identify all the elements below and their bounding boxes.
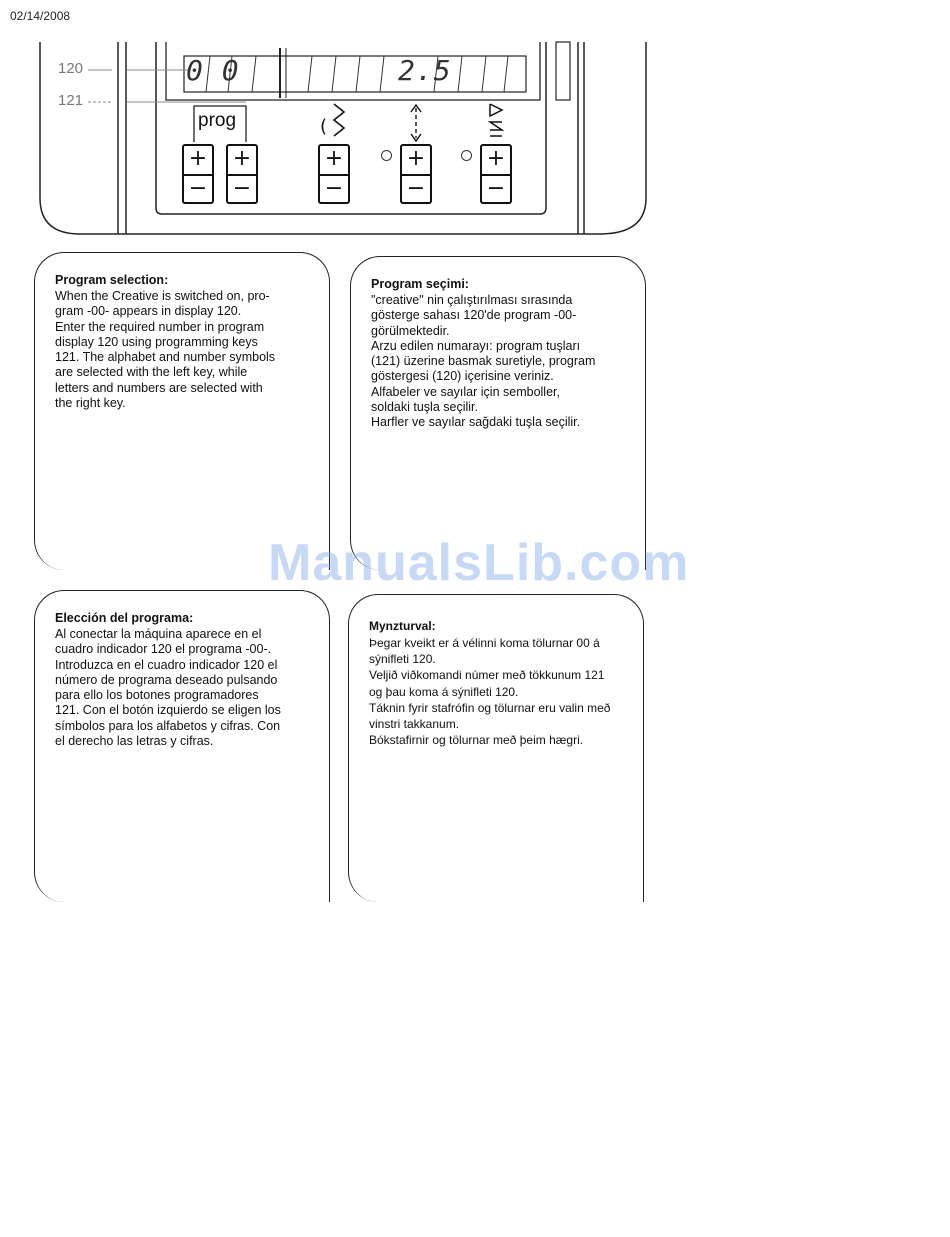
- program-number-display: 0 0: [186, 54, 240, 87]
- indicator-light: [461, 150, 472, 161]
- watermark: ManualsLib.com: [268, 534, 690, 592]
- prog-label: prog: [198, 110, 237, 131]
- panel-outline: [0, 38, 700, 248]
- minus-icon[interactable]: −: [228, 174, 256, 202]
- box-body: When the Creative is switched on, pro- gram -00- appears in display 120. Enter the required number in program display 120 using programming keys 121. The alphabet and number symbols are selected with the left key, while letters and numbers are selected with the right key.: [55, 289, 276, 411]
- control-panel-figure: [0, 38, 700, 248]
- stitch-value-display: 2.5: [398, 54, 452, 87]
- minus-icon[interactable]: −: [482, 174, 510, 202]
- box-title: Program seçimi:: [371, 277, 469, 291]
- box-title: Mynzturval:: [369, 619, 436, 633]
- plus-icon[interactable]: +: [324, 146, 344, 171]
- box-title: Program selection:: [55, 273, 169, 287]
- plus-icon[interactable]: +: [406, 146, 426, 171]
- indicator-light: [381, 150, 392, 161]
- stitch-width-key[interactable]: [318, 144, 350, 204]
- plus-icon[interactable]: +: [188, 146, 208, 171]
- box-body: Al conectar la máquina aparece en el cuadro indicador 120 el programa -00-. Introduzca en el cuadro indicador 120 el número de programa deseado pulsando para ello los botones programadores 121. Con el botón izquierdo se eligen los símbolos para los alfabetos y cifras. Con el derecho las letras y cifras.: [55, 627, 281, 749]
- box-body: "creative" nin çalıştırılması sırasında gösterge sahası 120'de program -00- görülmektedir. Arzu edilen numarayı: program tuşları (121) üzerine basmak suretiyle, program göstergesi (120) içerisine veriniz. Alfabeler ve sayılar için semboller, soldaki tuşla seçilir. Harfler ve sayılar sağdaki tuşla seçilir.: [371, 293, 596, 430]
- needle-position-key[interactable]: [480, 144, 512, 204]
- text-box-spanish: [34, 590, 330, 902]
- text-box-turkish: [350, 256, 646, 570]
- stitch-length-key[interactable]: [400, 144, 432, 204]
- box-body: Þegar kveikt er á vélinni koma tölurnar 00 á sýnifleti 120. Veljið viðkomandi númer með tökkunum 121 og þau koma á sýnifleti 120. Táknin fyrir stafrófin og tölurnar eru valin með vinstri takkanum. Bókstafirnir og tölurnar með þeim hægri.: [369, 636, 611, 748]
- minus-icon[interactable]: −: [184, 174, 212, 202]
- program-key-left[interactable]: [182, 144, 214, 204]
- keys-callout-121: 121: [58, 92, 84, 109]
- box-title: Elección del programa:: [55, 611, 194, 625]
- plus-icon[interactable]: +: [232, 146, 252, 171]
- text-box-icelandic: [348, 594, 644, 902]
- plus-icon[interactable]: +: [486, 146, 506, 171]
- minus-icon[interactable]: −: [320, 174, 348, 202]
- text-box-english: [34, 252, 330, 570]
- left-paren-icon: (: [320, 116, 328, 137]
- display-callout-120: 120: [58, 60, 84, 77]
- minus-icon[interactable]: −: [402, 174, 430, 202]
- program-key-right[interactable]: [226, 144, 258, 204]
- document-date: 02/14/2008: [10, 9, 71, 23]
